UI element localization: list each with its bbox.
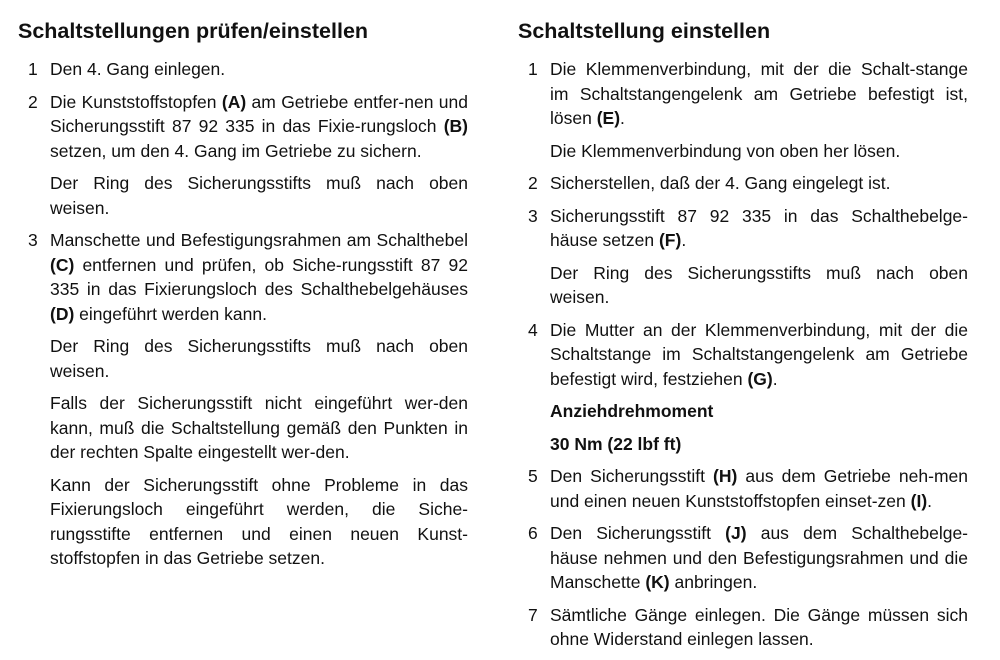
right-column [518, 18, 968, 660]
step-paragraph [50, 57, 468, 82]
step-text: Die Mutter an der Klemmenverbindung, mit der die Schaltstange im Schaltstangengelenk am Getriebe befestigt wird, festziehen [550, 319, 968, 389]
step-paragraph [550, 318, 968, 392]
step-text: Manschette und Befestigungsrahmen am Schalthebel [50, 230, 468, 250]
left-step-3 [18, 228, 468, 579]
reference-label: (I) [910, 490, 928, 511]
step-number: 3 [528, 205, 538, 226]
step-number: 1 [528, 59, 538, 79]
step-body [50, 57, 468, 90]
left-step-list [18, 57, 468, 579]
reference-label: (B) [443, 116, 468, 136]
step-number: 2 [28, 91, 38, 112]
right-step-5 [518, 464, 968, 521]
step-paragraph [550, 603, 968, 652]
reference-label: (E) [596, 108, 621, 128]
right-step-6 [518, 521, 968, 603]
right-step-2 [518, 171, 968, 204]
right-step-3 [518, 204, 968, 318]
step-body [550, 57, 968, 171]
right-step-list [518, 57, 968, 660]
step-text: Sicherstellen, daß der 4. Gang eingelegt ist. [550, 173, 891, 193]
reference-label: (C) [50, 254, 75, 275]
step-text: . [772, 368, 778, 389]
step-body [550, 171, 968, 204]
step-paragraph [50, 171, 468, 220]
left-step-2 [18, 90, 468, 229]
step-text: Den Sicherungsstift [550, 466, 713, 486]
step-emphasis-text [550, 432, 968, 457]
step-number: 6 [528, 523, 538, 543]
step-paragraph [50, 391, 468, 465]
right-step-4 [518, 318, 968, 465]
step-paragraph [50, 334, 468, 383]
left-column [18, 18, 468, 579]
reference-label: (H) [713, 466, 738, 486]
step-text: Die Klemmenverbindung von oben her lösen. [550, 140, 901, 161]
step-number: 5 [528, 466, 538, 486]
step-text: Sicherungsstift 87 92 335 in das Schalthebelge-häuse setzen [550, 205, 968, 250]
step-body [550, 318, 968, 465]
step-text: aus dem Schalthebelge-häuse nehmen und den Befestigungsrahmen und die Manschette [550, 523, 968, 592]
step-text: Die Kunststoffstopfen [50, 91, 222, 112]
step-body [50, 228, 468, 579]
reference-label: (A) [221, 91, 247, 112]
step-text: Den Sicherungsstift [550, 523, 726, 543]
step-paragraph [50, 228, 468, 326]
step-text: Falls der Sicherungsstift nicht eingeführt wer-den kann, muß die Schaltstellung gemäß den Punkten in der rechten Spalte eingestellt wer-den. [50, 393, 468, 462]
step-paragraph [550, 139, 968, 164]
step-paragraph [550, 521, 968, 595]
step-paragraph [550, 464, 968, 513]
reference-label: (G) [747, 368, 773, 389]
step-number: 1 [28, 59, 38, 79]
step-text: Der Ring des Sicherungsstifts muß nach oben weisen. [50, 173, 468, 218]
right-step-1 [518, 57, 968, 171]
reference-label: (F) [658, 230, 682, 250]
step-text: . [927, 490, 933, 511]
step-number: 3 [28, 230, 38, 250]
step-text: Den 4. Gang einlegen. [50, 59, 226, 79]
reference-label: (J) [725, 523, 747, 543]
step-body [550, 521, 968, 603]
step-paragraph [50, 90, 468, 164]
step-text: entfernen und prüfen, ob Siche-rungsstift 87 92 335 in das Fixierungsloch des Schalthebelgehäuses [50, 254, 468, 299]
step-paragraph [550, 171, 968, 196]
step-paragraph [550, 57, 968, 131]
step-paragraph [550, 261, 968, 310]
reference-label: (K) [645, 572, 670, 592]
step-text: . [681, 230, 687, 250]
step-text: Der Ring des Sicherungsstifts muß nach oben weisen. [550, 262, 968, 307]
reference-label: Anziehdrehmoment [550, 401, 714, 421]
step-text: setzen, um den 4. Gang im Getriebe zu sichern. [50, 140, 422, 161]
step-text: Sämtliche Gänge einlegen. Die Gänge müssen sich ohne Widerstand einlegen lassen. [550, 604, 968, 649]
reference-label: (D) [50, 303, 75, 324]
step-text: Der Ring des Sicherungsstifts muß nach oben weisen. [50, 336, 468, 381]
step-text: . [620, 108, 625, 128]
step-paragraph [550, 204, 968, 253]
left-column-title: Schaltstellungen prüfen/einstellen [18, 19, 369, 43]
step-number: 4 [528, 319, 538, 340]
reference-label: 30 Nm (22 lbf ft) [550, 433, 682, 454]
step-paragraph [50, 473, 468, 571]
step-number: 2 [528, 173, 538, 193]
step-text: am Getriebe entfer-nen und Sicherungsstift 87 92 335 in das Fixie-rungsloch [50, 91, 468, 136]
step-text: aus dem Getriebe neh-men und einen neuen Kunststoffstopfen einset-zen [550, 466, 968, 511]
step-body [550, 464, 968, 521]
step-body [550, 603, 968, 660]
step-text: anbringen. [669, 572, 758, 592]
left-step-1 [18, 57, 468, 90]
step-text: eingeführt werden kann. [74, 303, 267, 324]
step-body [550, 204, 968, 318]
step-text: Kann der Sicherungsstift ohne Probleme in das Fixierungsloch eingeführt werden, die Siche-rungsstifte entfernen und einen neuen Kunst-stoffstopfen in das Getriebe setzen. [50, 474, 468, 568]
step-number: 7 [528, 604, 538, 625]
step-text: Die Klemmenverbindung, mit der die Schalt-stange im Schaltstangengelenk am Getriebe befestigt ist, lösen [550, 59, 968, 128]
right-column-title: Schaltstellung einstellen [518, 19, 771, 43]
step-emphasis-text [550, 399, 968, 424]
step-body [50, 90, 468, 229]
right-step-7 [518, 603, 968, 660]
